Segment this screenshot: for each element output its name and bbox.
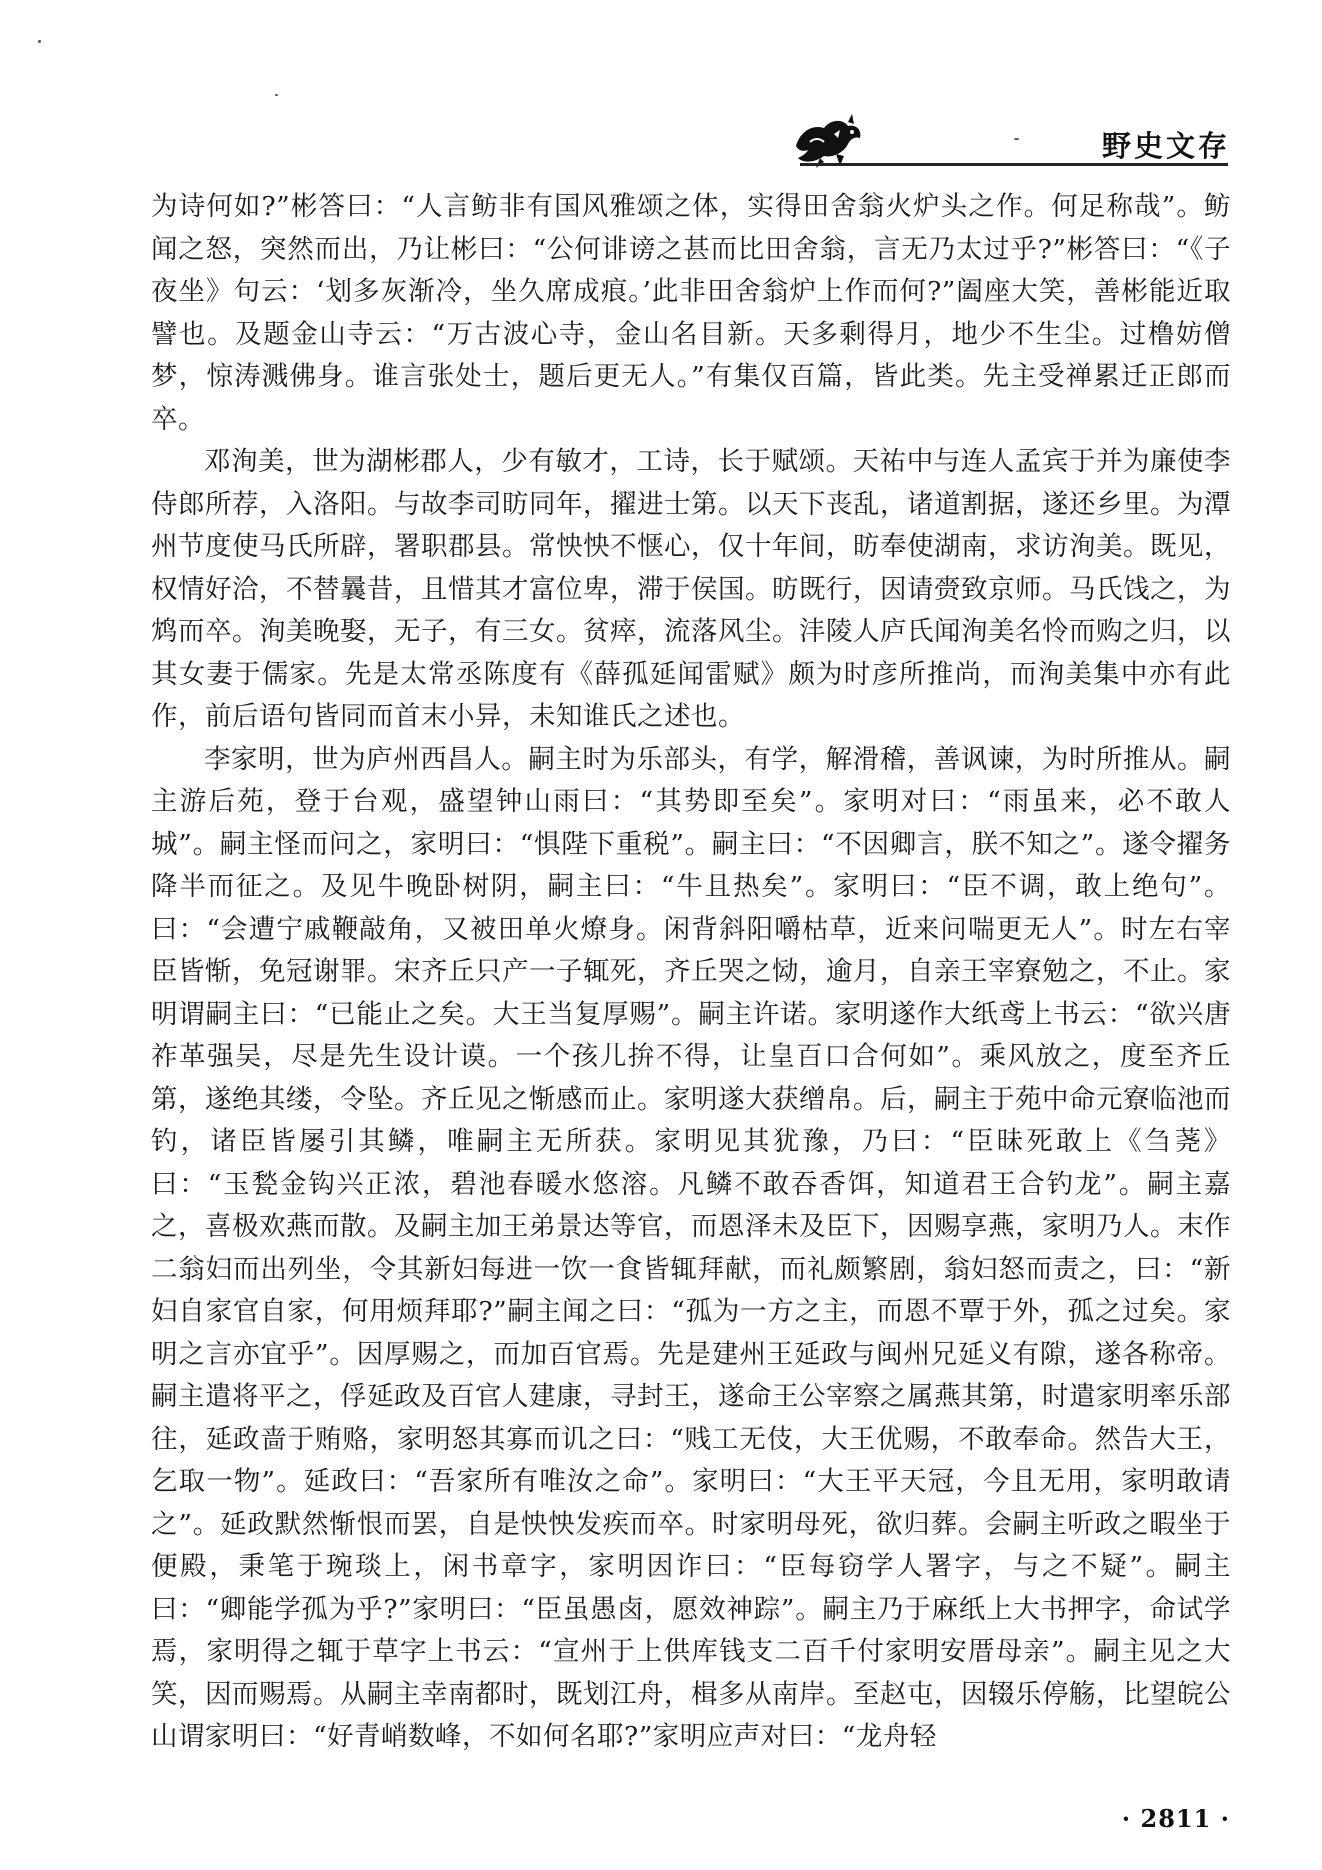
paragraph: 邓洵美，世为湖彬郡人，少有敏才，工诗，长于赋颂。天祐中与连人孟宾于并为廉使李侍郎所荐，入洛阳。与故李司昉同年，擢进士第。以天下丧乱，诸道割据，遂还乡里。为潭州节度使马氏所辟，署职郡县。常怏怏不惬心，仅十年间，昉奉使湖南，求访洵美。既见，权情好洽，不替曩昔，且惜其才富位卑，滞于侯国。昉既行，因请赍致京师。马氏饯之，为鸩而卒。洵美晚娶，无子，有三女。贫瘁，流落风尘。沣陵人庐氏闻洵美名怜而购之归，以其女妻于儒家。先是太常丞陈度有《薛孤延闻雷赋》颇为时彦所推尚，而洵美集中亦有此作，前后语句皆同而首末小异，未知谁氏之述也。 <box>151 446 1231 732</box>
page-number: · 2811 · <box>1121 1804 1230 1833</box>
header-divider <box>800 163 1228 166</box>
scan-speck <box>1014 138 1019 140</box>
scan-speck <box>275 94 278 96</box>
section-title: 野史文存 <box>1101 129 1230 163</box>
scan-speck <box>38 40 41 43</box>
running-header <box>0 0 1322 190</box>
paragraph: 李家明，世为庐州西昌人。嗣主时为乐部头，有学，解滑稽，善讽谏，为时所推从。嗣主游后苑，登于台观，盛望钟山雨曰：“其势即至矣”。家明对曰：“雨虽来，必不敢人城”。嗣主怪而问之，家明曰：“惧陛下重税”。嗣主曰：“不因卿言，朕不知之”。遂令擢务降半而征之。及见牛晚卧树阴，嗣主曰：“牛且热矣”。家明曰：“臣不调，敢上绝句”。曰：“会遭宁戚鞭敲角，又被田单火燎身。闲背斜阳嚼枯草，近来问喘更无人”。时左右宰臣皆惭，免冠谢罪。宋齐丘只产一子辄死，齐丘哭之恸，逾月，自亲王宰寮勉之，不止。家明谓嗣主曰：“已能止之矣。大王当复厚赐”。嗣主许诺。家明遂作大纸鸢上书云：“欲兴唐祚革强吴，尽是先生设计谟。一个孩儿拚不得，让皇百口合何如”。乘风放之，度至齐丘第，遂绝其缕，令坠。齐丘见之惭感而止。家明遂大获缯帛。后，嗣主于苑中命元寮临池而钓，诸臣皆屡引其鳞，唯嗣主无所获。家明见其犹豫，乃曰：“臣昧死敢上《刍荛》曰：“玉甃金钩兴正浓，碧池春暖水悠溶。凡鳞不敢吞香饵，知道君王合钓龙”。嗣主嘉之，喜极欢燕而散。及嗣主加王弟景达等官，而恩泽未及臣下，因赐享燕，家明乃人。末作二翁妇而出列坐，令其新妇每进一饮一食皆辄拜献，而礼颇繁剧，翁妇怒而责之，曰：“新妇自家官自家，何用烦拜耶?”嗣主闻之曰：“孤为一方之主，而恩不覃于外，孤之过矣。家明之言亦宜乎”。因厚赐之，而加百官焉。先是建州王延政与闽州兄延义有隙，遂各称帝。嗣主遣将平之，俘延政及百官人建康，寻封王，遂命王公宰察之属燕其第，时遣家明率乐部往，延政啬于贿赂，家明怒其寡而讥之曰：“贱工无伎，大王优赐，不敢奉命。然告大王，乞取一物”。延政曰：“吾家所有唯汝之命”。家明曰：“大王平天冠，今且无用，家明敢请之”。延政默然惭恨而罢，自是怏怏发疾而卒。时家明母死，欲归葬。会嗣主听政之暇坐于便殿，秉笔于琬琰上，闲书章字，家明因诈曰：“臣每窃学人署字，与之不疑”。嗣主曰：“卿能学孤为乎?”家明曰：“臣虽愚卤，愿效神踪”。嗣主乃于麻纸上大书押字，命试学焉，家明得之辄于草字上书云：“宣州于上供库钱支二百千付家明安厝母亲”。嗣主见之大笑，因而赐焉。从嗣主幸南都时，既划江舟，楫多从南岸。至赵屯，因辍乐停觞，比望皖公山谓家明曰：“好青峭数峰，不如何名耶?”家明应声对曰：“龙舟轻 <box>151 743 1231 1752</box>
paragraph: 为诗何如?”彬答曰：“人言鲂非有国风雅颂之体，实得田舍翁火炉头之作。何足称哉”。鲂闻之怒，突然而出，乃让彬曰：“公何诽谤之甚而比田舍翁，言无乃太过乎?”彬答曰：“《子夜坐》句云：‘划多灰渐冷，坐久席成痕。’此非田舍翁炉上作而何?”阖座大笑，善彬能近取譬也。及题金山寺云：“万古波心寺，金山名目新。天多剩得月，地少不生尘。过橹妨僧梦，惊涛溅佛身。谁言张处士，题后更无人。”有集仅百篇，皆此类。先主受禅累迁正郎而卒。 <box>151 191 1231 435</box>
article-body <box>151 186 1231 1759</box>
